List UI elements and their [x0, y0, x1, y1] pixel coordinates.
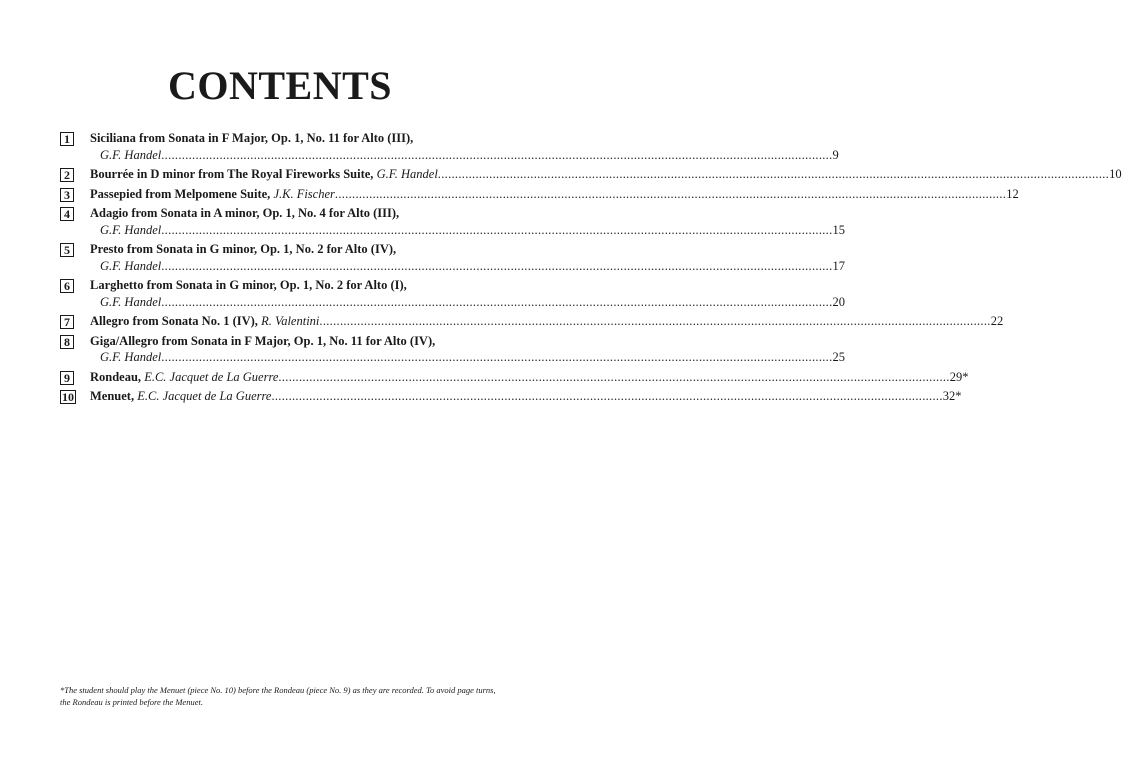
entry-number-box: 1	[60, 132, 74, 146]
toc-entry-1[interactable]	[60, 130, 839, 163]
entry-title: Allegro from Sonata No. 1 (IV),	[90, 314, 258, 328]
entry-number-box: 3	[60, 188, 74, 202]
dot-leader	[438, 166, 1109, 183]
toc-entry-2[interactable]	[60, 166, 1122, 183]
table-of-contents	[60, 130, 1122, 408]
toc-entry-8[interactable]	[60, 333, 846, 366]
entry-composer: G.F. Handel	[100, 258, 162, 273]
entry-composer: G.F. Handel	[376, 167, 438, 181]
entry-title: Presto from Sonata in G minor, Op. 1, No. 2 for Alto (IV),	[90, 242, 397, 256]
entry-title: Bourrée in D minor from The Royal Fireworks Suite,	[90, 167, 374, 181]
entry-number-box: 5	[60, 243, 74, 257]
entry-number-box: 10	[62, 390, 74, 404]
dot-leader	[319, 313, 990, 330]
entry-composer: R. Valentini	[261, 314, 320, 328]
dot-leader	[161, 258, 832, 275]
entry-composer: G.F. Handel	[100, 147, 162, 162]
entry-title: Siciliana from Sonata in F Major, Op. 1, No. 11 for Alto (III),	[90, 131, 414, 145]
entry-number-box: 8	[60, 335, 74, 349]
dot-leader	[278, 369, 949, 386]
entry-page-number: 20	[832, 294, 846, 309]
toc-entry-5[interactable]	[60, 241, 846, 274]
entry-page-number: 29*	[949, 369, 969, 384]
entry-title: Rondeau,	[90, 369, 142, 384]
entry-title: Menuet,	[90, 389, 135, 403]
dot-leader	[161, 294, 832, 311]
entry-page-number: 12	[1006, 186, 1019, 201]
entry-number-box: 9	[60, 371, 74, 385]
entry-page-number: 25	[832, 350, 846, 364]
dot-leader	[161, 349, 832, 366]
entry-number-box: 7	[60, 315, 74, 329]
footnote: *The student should play the Menuet (piece No. 10) before the Rondeau (piece No. 9) as they are recorded. To avoid page turns, the Rondeau is printed before the Menuet.	[60, 685, 496, 707]
entry-title: Larghetto from Sonata in G minor, Op. 1, No. 2 for Alto (I),	[90, 278, 407, 292]
entry-page-number: 10	[1109, 167, 1122, 181]
entry-page-number: 15	[832, 222, 846, 237]
dot-leader	[335, 186, 1006, 203]
entry-composer: E.C. Jacquet de La Guerre	[144, 369, 279, 384]
entry-title: Giga/Allegro from Sonata in F Major, Op. 1, No. 11 for Alto (IV),	[90, 333, 436, 348]
entry-page-number: 9	[832, 147, 839, 162]
page-title: CONTENTS	[167, 63, 393, 108]
entry-page-number: 32*	[942, 389, 962, 403]
entry-composer: E.C. Jacquet de La Guerre	[137, 389, 272, 403]
entry-page-number: 22	[990, 314, 1004, 328]
entry-composer: G.F. Handel	[100, 222, 162, 237]
toc-entry-9[interactable]	[60, 369, 969, 386]
entry-number-box: 4	[60, 207, 74, 221]
entry-page-number: 17	[832, 258, 846, 273]
dot-leader	[271, 388, 942, 405]
toc-entry-7[interactable]	[60, 313, 1004, 330]
entry-composer: J.K. Fischer	[273, 186, 335, 201]
dot-leader	[161, 147, 832, 164]
toc-entry-10[interactable]	[60, 388, 962, 405]
toc-entry-6[interactable]	[60, 277, 846, 310]
entry-title: Passepied from Melpomene Suite,	[90, 186, 271, 201]
entry-number-box: 2	[60, 168, 74, 182]
dot-leader	[161, 222, 832, 239]
entry-composer: G.F. Handel	[100, 294, 162, 309]
entry-title: Adagio from Sonata in A minor, Op. 1, No. 4 for Alto (III),	[90, 206, 400, 220]
entry-number-box: 6	[60, 279, 74, 293]
toc-entry-4[interactable]	[60, 205, 846, 238]
toc-entry-3[interactable]	[60, 186, 1019, 203]
entry-composer: G.F. Handel	[100, 350, 162, 364]
